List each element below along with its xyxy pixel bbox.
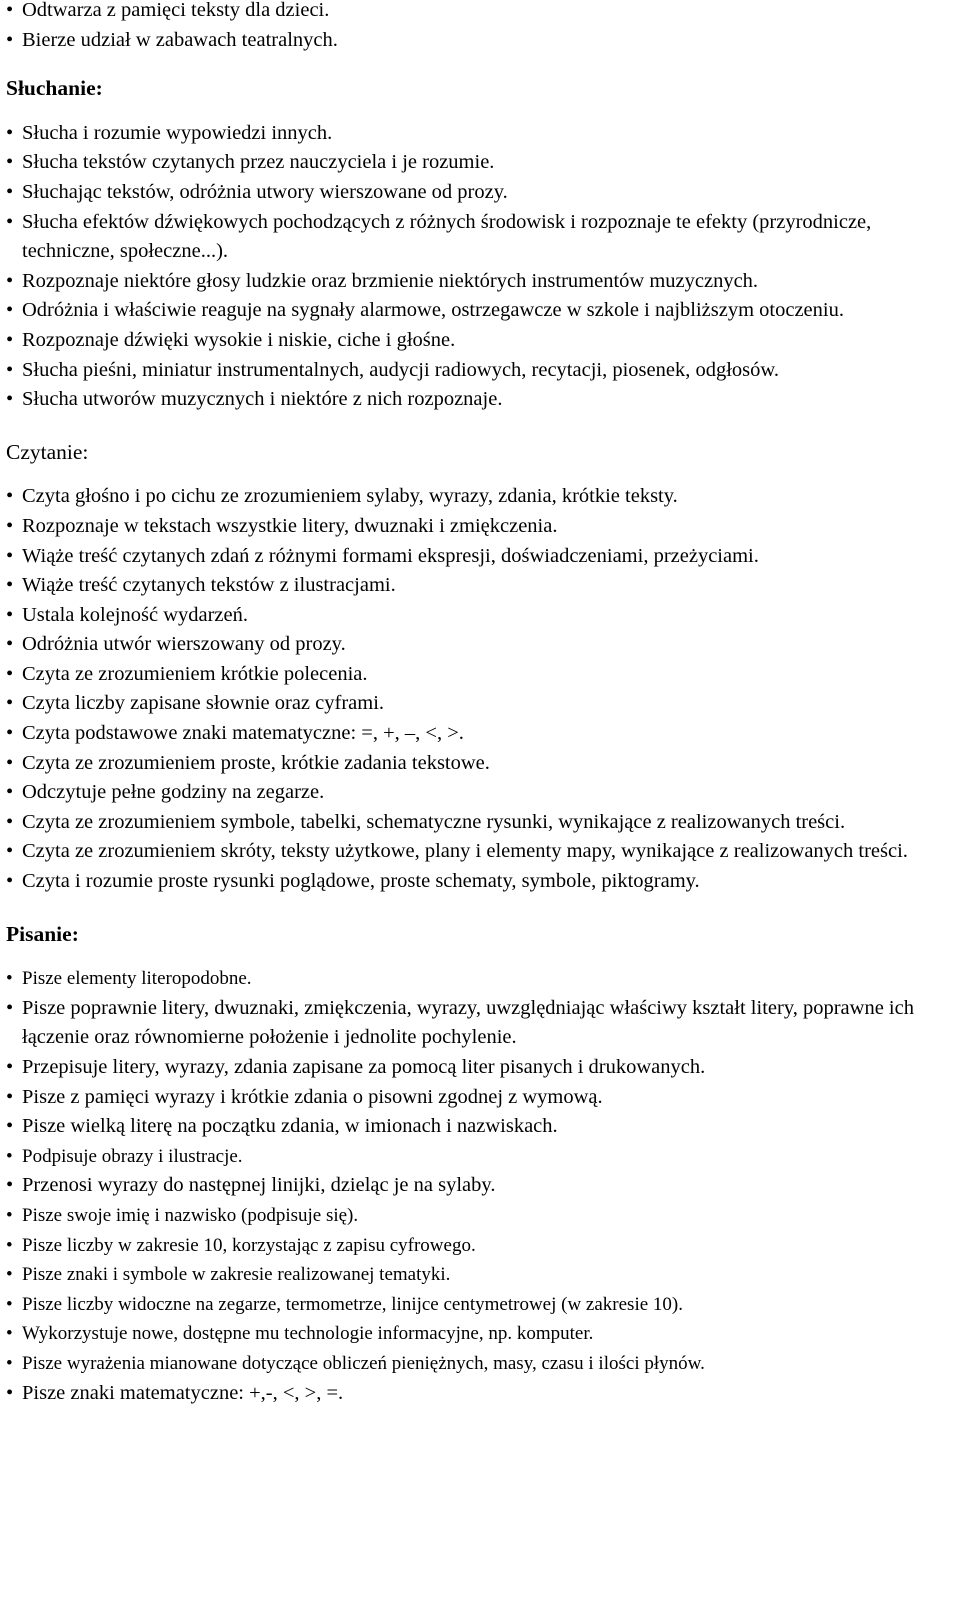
list-item: • Pisze liczby widoczne na zegarze, termometrze, linijce centymetrowej (w zakresie 10). (6, 1290, 954, 1320)
list-item: • Czyta podstawowe znaki matematyczne: =, +, –, <, >. (6, 719, 954, 749)
list-item: • Czyta ze zrozumieniem symbole, tabelki, schematyczne rysunki, wynikające z realizowanych treści. (6, 808, 852, 838)
list-item: • Rozpoznaje dźwięki wysokie i niskie, ciche i głośne. (6, 326, 954, 356)
list-item: • Pisze z pamięci wyrazy i krótkie zdania o pisowni zgodnej z wymową. (6, 1083, 954, 1113)
czytanie-list (6, 482, 954, 896)
list-item: • Rozpoznaje w tekstach wszystkie litery, dwuznaki i zmiękczenia. (6, 512, 954, 542)
list-item: • Czyta ze zrozumieniem krótkie polecenia. (6, 660, 954, 690)
list-item: • Pisze znaki i symbole w zakresie realizowanej tematyki. (6, 1260, 954, 1290)
list-item: • Pisze elementy literopodobne. (6, 964, 954, 994)
list-item: • Ustala kolejność wydarzeń. (6, 601, 954, 631)
section-heading-czytanie: Czytanie: (6, 439, 89, 464)
section-heading-sluchanie: Słuchanie: (6, 76, 103, 101)
list-item: • Pisze liczby w zakresie 10, korzystając z zapisu cyfrowego. (6, 1231, 954, 1261)
document (6, 0, 954, 1408)
list-item: • Czyta ze zrozumieniem proste, krótkie zadania tekstowe. (6, 749, 954, 779)
list-item: • Bierze udział w zabawach teatralnych. (6, 26, 954, 56)
pisanie-list (6, 964, 954, 1408)
list-item: • Pisze znaki matematyczne: +,-, <, >, =. (6, 1379, 954, 1409)
list-item: • Słucha tekstów czytanych przez nauczyciela i je rozumie. (6, 148, 954, 178)
list-item: • Słucha pieśni, miniatur instrumentalnych, audycji radiowych, recytacji, piosenek, odgłosów. (6, 356, 882, 386)
list-item: • Słucha utworów muzycznych i niektóre z nich rozpoznaje. (6, 385, 954, 415)
list-item: • Przepisuje litery, wyrazy, zdania zapisane za pomocą liter pisanych i drukowanych. (6, 1053, 954, 1083)
sluchanie-list (6, 119, 954, 415)
list-item: • Odróżnia i właściwie reaguje na sygnały alarmowe, ostrzegawcze w szkole i najbliższym otoczeniu. (6, 296, 947, 326)
list-item: • Pisze wielką literę na początku zdania, w imionach i nazwiskach. (6, 1112, 954, 1142)
list-item: • Słucha efektów dźwiękowych pochodzących z różnych środowisk i rozpoznaje te efekty (przyrodnicze, techniczne, społeczne...). (6, 208, 942, 267)
list-item: • Czyta głośno i po cichu ze zrozumieniem sylaby, wyrazy, zdania, krótkie teksty. (6, 482, 954, 512)
list-item: • Wykorzystuje nowe, dostępne mu technologie informacyjne, np. komputer. (6, 1319, 954, 1349)
list-item: • Słucha i rozumie wypowiedzi innych. (6, 119, 954, 149)
list-item: • Odróżnia utwór wierszowany od prozy. (6, 630, 954, 660)
list-item: • Odtwarza z pamięci teksty dla dzieci. (6, 0, 954, 26)
list-item: • Słuchając tekstów, odróżnia utwory wierszowane od prozy. (6, 178, 954, 208)
list-item: • Czyta ze zrozumieniem skróty, teksty użytkowe, plany i elementy mapy, wynikające z realizowanych treści. (6, 837, 932, 867)
list-item: • Przenosi wyrazy do następnej linijki, dzieląc je na sylaby. (6, 1171, 954, 1201)
list-item: • Wiąże treść czytanych zdań z różnymi formami ekspresji, doświadczeniami, przeżyciami. (6, 542, 954, 572)
intro-list (6, 0, 954, 55)
list-item: • Pisze wyrażenia mianowane dotyczące obliczeń pieniężnych, masy, czasu i ilości płynów. (6, 1349, 954, 1379)
list-item: • Czyta liczby zapisane słownie oraz cyframi. (6, 689, 954, 719)
list-item: • Wiąże treść czytanych tekstów z ilustracjami. (6, 571, 954, 601)
list-item: • Podpisuje obrazy i ilustracje. (6, 1142, 954, 1172)
list-item: • Rozpoznaje niektóre głosy ludzkie oraz brzmienie niektórych instrumentów muzycznych. (6, 267, 954, 297)
list-item: • Odczytuje pełne godziny na zegarze. (6, 778, 954, 808)
list-item: • Czyta i rozumie proste rysunki poglądowe, proste schematy, symbole, piktogramy. (6, 867, 954, 897)
list-item: • Pisze swoje imię i nazwisko (podpisuje się). (6, 1201, 954, 1231)
list-item: • Pisze poprawnie litery, dwuznaki, zmiękczenia, wyrazy, uwzględniając właściwy kształt litery, poprawne ich łączenie oraz równomierne położenie i jednolite pochylenie. (6, 994, 952, 1053)
section-heading-pisanie: Pisanie: (6, 921, 79, 946)
